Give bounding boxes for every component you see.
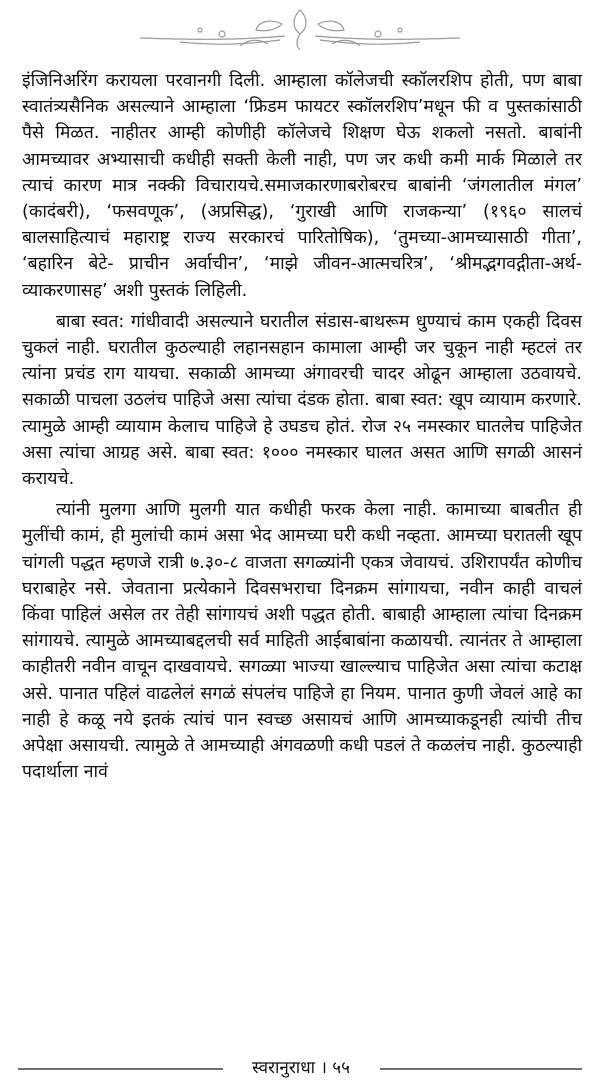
page-body xyxy=(22,68,582,785)
page-footer xyxy=(0,1042,600,1091)
page-header-ornament xyxy=(0,0,600,62)
paragraph-3: त्यांनी मुलगा आणि मुलगी यात कधीही फरक केला नाही. कामाच्या बाबतीत ही मुलींची कामं, ही मुलांची कामं असा भेद आमच्या घरी कधी नव्हता. आमच्या घरातली खूप चांगली पद्धत म्हणजे रात्री ७.३०-८ वाजता सगळ्यांनी एकत्र जेवायचं. उशिरापर्यंत कोणीच घराबाहेर नसे. जेवताना प्रत्येकाने दिवसभराचा दिनक्रम सांगायचा, नवीन काही वाचलं किंवा पाहिलं असेल तर तेही सांगायचं अशी पद्धत होती. बाबाही आम्हाला त्यांचा दिनक्रम सांगायचे. त्यामुळे आमच्याबद्दलची सर्व माहिती आईबाबांना कळायची. त्यानंतर ते आम्हाला काहीतरी नवीन वाचून दाखवायचे. सगळ्या भाज्या खाल्ल्याच पाहिजेत असा त्यांचा कटाक्ष असे. पानात पहिलं वाढलेलं सगळं संपलंच पाहिजे हा नियम. पानात कुणी जेवलं आहे का नाही हे कळू नये इतकं त्यांचं पान स्वच्छ असायचं आणि आमच्याकडूनही त्यांची तीच अपेक्षा असायची. त्यामुळे ते आमच्याही अंगवळणी कधी पडलं ते कळलंच नाही. कुठल्याही पदार्थाला नावं xyxy=(22,500,582,783)
paragraph-1: इंजिनिअरिंग करायला परवानगी दिली. आम्हाला कॉलेजची स्कॉलरशिप होती, पण बाबा स्वातंत्र्यसैनिक असल्याने आम्हाला ‘फ्रिडम फायटर स्कॉलरशिप’मधून फी व पुस्तकांसाठी पैसे मिळत. नाहीतर आम्ही कोणीही कॉलेजचे शिक्षण घेऊ शकलो नसतो. बाबांनी आमच्यावर अभ्यासाची कधीही सक्ती केली नाही, पण जर कधी कमी मार्क मिळाले तर त्याचं कारण मात्र नक्की विचारायचे.समाजकारणाबरोबरच बाबांनी ‘जंगलातील मंगल’ (कादंबरी), ‘फसवणूक’, (अप्रसिद्ध), ‘गुराखी आणि राजकन्या’ (१९६० सालचं बालसाहित्याचं महाराष्ट्र राज्य सरकारचं पारितोषिक), ‘तुमच्या-आमच्यासाठी गीता’, ‘बहारिन बेटे- प्राचीन अर्वाचीन’, ‘माझे जीवन-आत्मचरित्र’, ‘श्रीमद्भगवद्गीता-अर्थ-व्याकरणासह’ अशी पुस्तकं लिहिली. xyxy=(22,71,582,301)
footer-rule-right xyxy=(380,1068,582,1070)
floral-ornament-icon xyxy=(0,0,600,62)
footer-page-label: स्वरानुराधा । ५५ xyxy=(251,1058,350,1078)
paragraph-2: बाबा स्वत: गांधीवादी असल्याने घरातील संडास-बाथरूम धुण्याचं काम एकही दिवस चुकलं नाही. घरातील कुठल्याही लहानसहान कामाला आम्ही जर चुकून नाही म्हटलं तर त्यांना प्रचंड राग यायचा. सकाळी आमच्या अंगावरची चादर ओढून आम्हाला उठवायचे. सकाळी पाचला उठलंच पाहिजे असा त्यांचा दंडक होता. बाबा स्वत: खूप व्यायाम करणारे. त्यामुळे आम्ही व्यायाम केलाच पाहिजे हे उघडच होतं. रोज २५ नमस्कार घातलेच पाहिजेत असा त्यांचा आग्रह असे. बाबा स्वत: १००० नमस्कार घालत असत आणि सगळी आसनं करायचे. xyxy=(22,311,582,490)
footer-rule-left xyxy=(18,1068,223,1070)
